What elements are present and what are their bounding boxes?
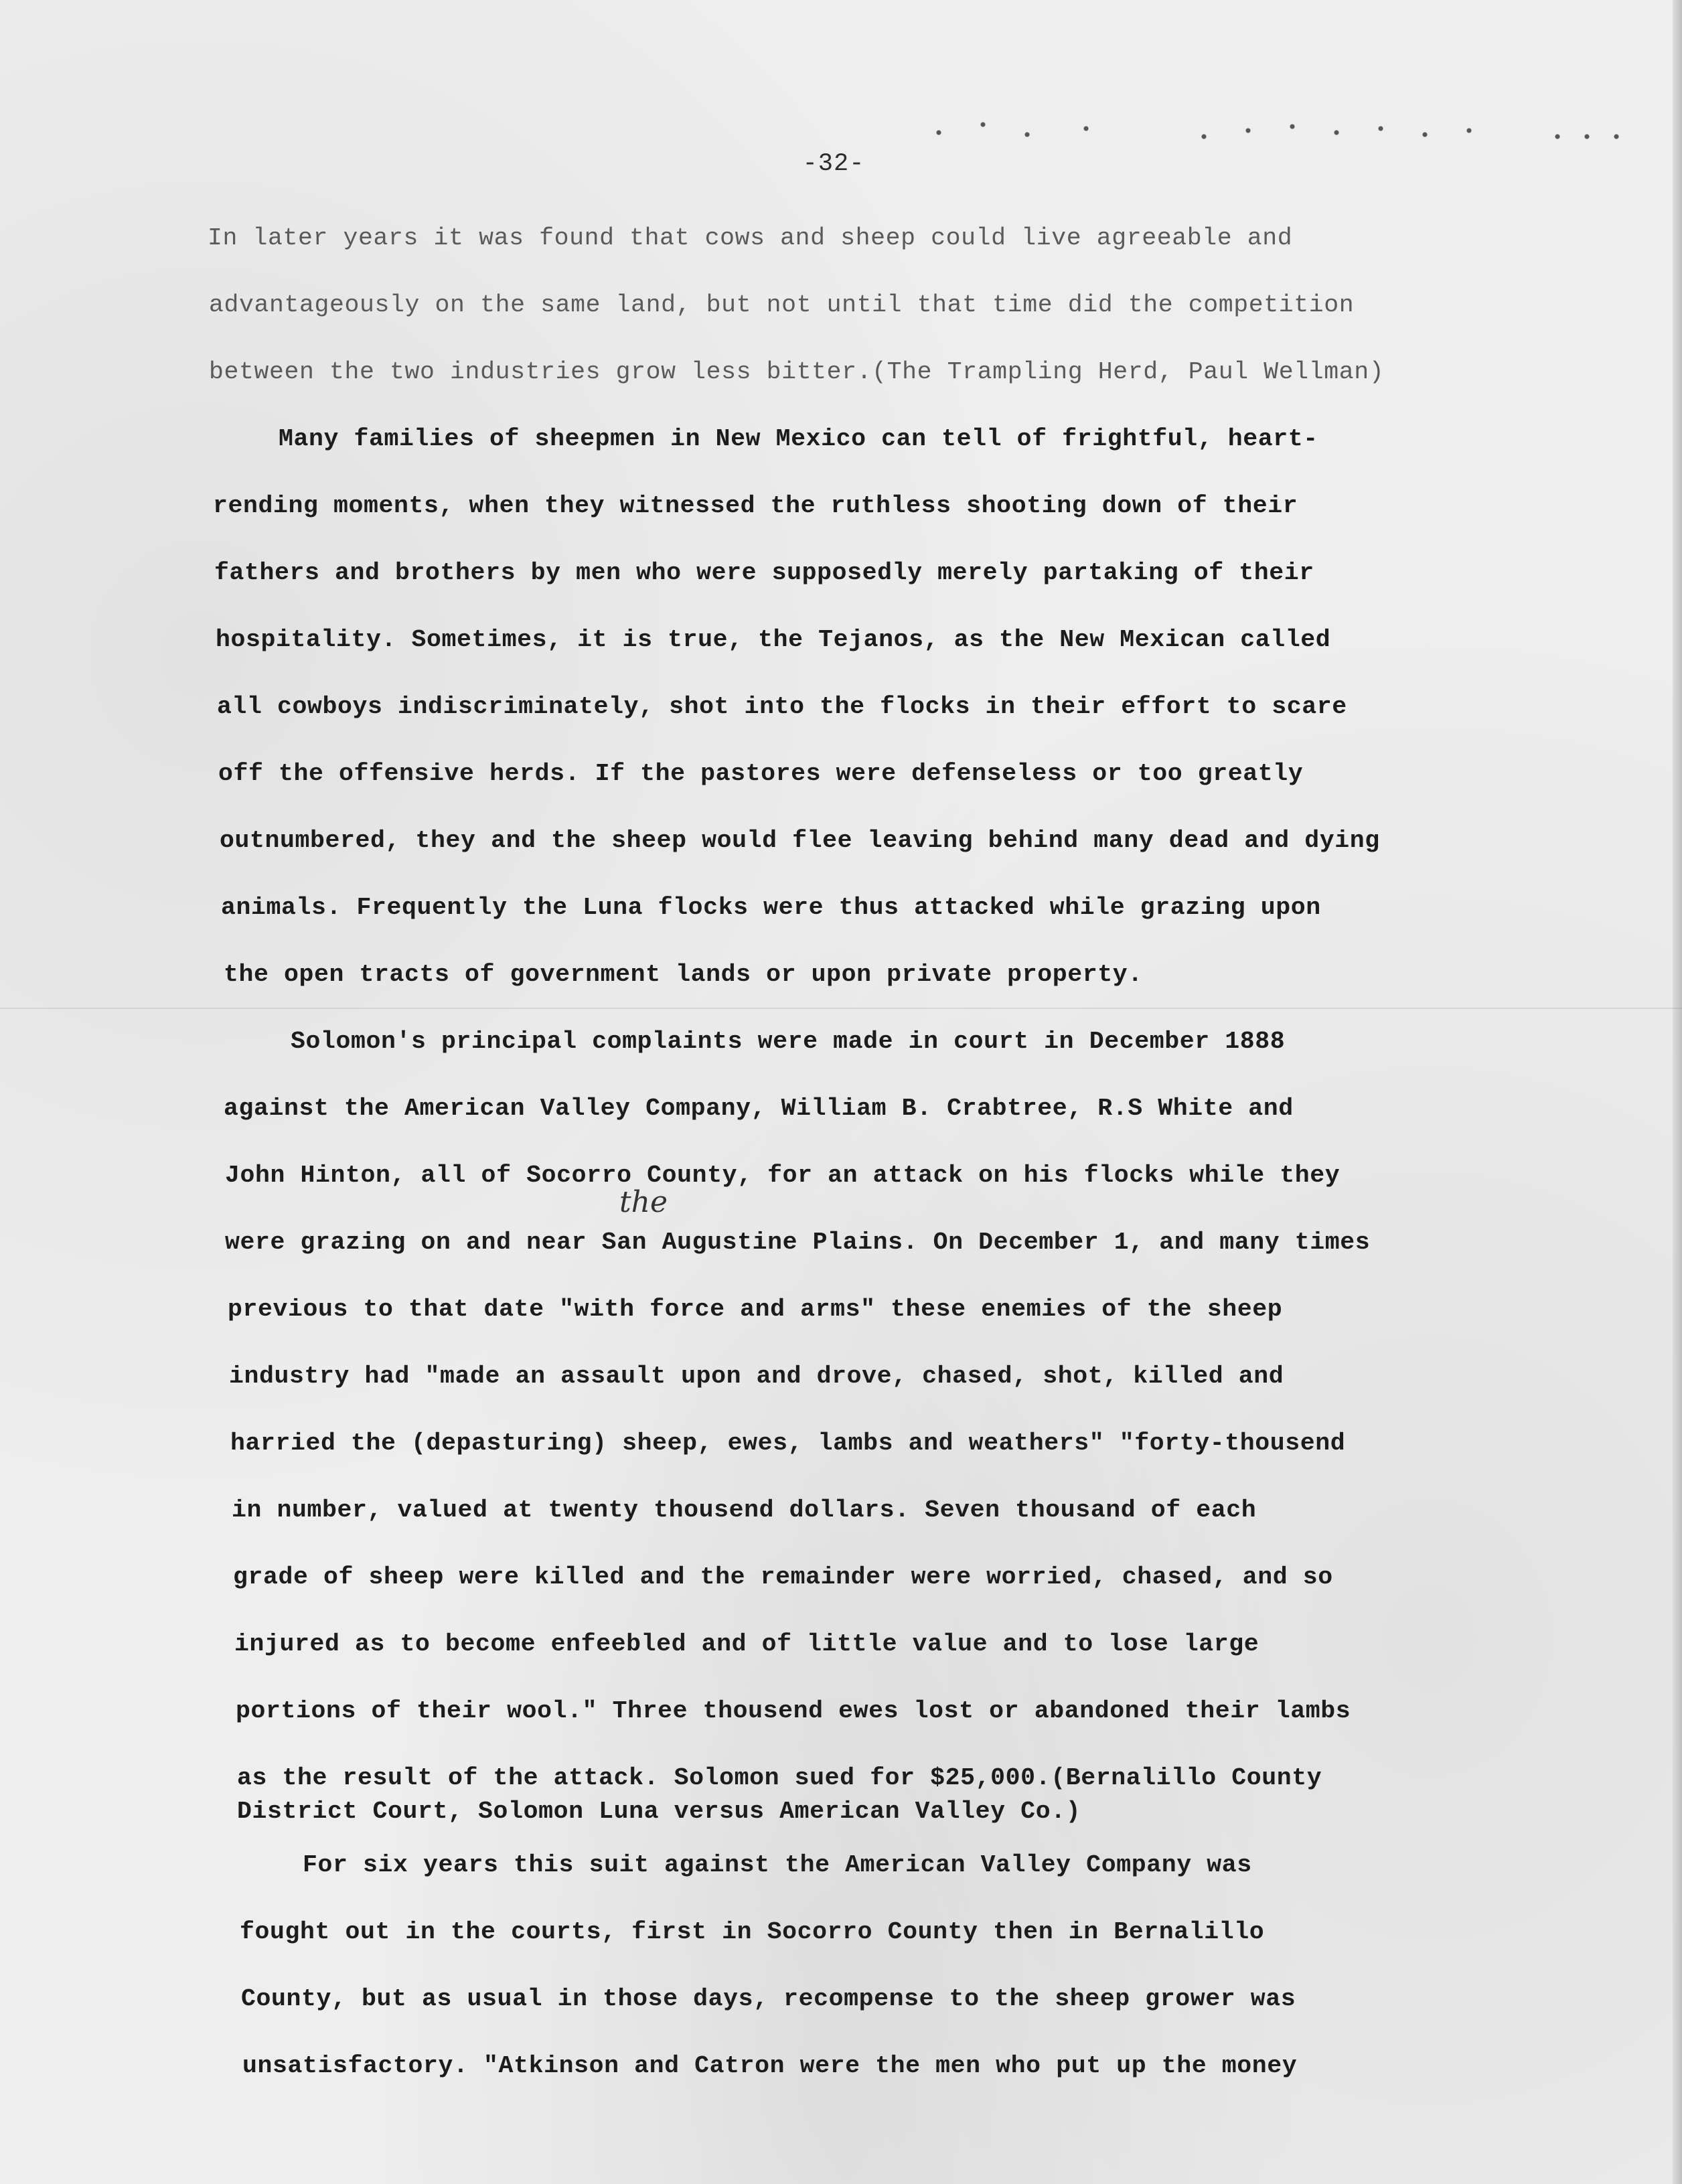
body-line-8: all cowboys indiscriminately, shot into the flocks in their effort to scare	[217, 693, 1347, 720]
page-number: -32-	[802, 150, 865, 178]
body-line-25: District Court, Solomon Luna versus American Valley Co.)	[237, 1798, 1081, 1825]
body-line-5: rending moments, when they witnessed the ruthless shooting down of their	[213, 492, 1298, 520]
body-line-10: outnumbered, they and the sheep would flee leaving behind many dead and dying	[220, 827, 1380, 854]
page-fold-crease	[0, 1008, 1682, 1009]
body-line-13: Solomon's principal complaints were made in court in December 1888	[291, 1028, 1286, 1055]
ink-specks	[924, 112, 1661, 153]
body-line-6: fathers and brothers by men who were supposedly merely partaking of their	[214, 559, 1314, 587]
body-line-4: Many families of sheepmen in New Mexico can tell of frightful, heart-	[279, 425, 1318, 453]
body-line-16: were grazing on and near San Augustine Plains. On December 1, and many times	[225, 1229, 1371, 1256]
handwritten-insertion: the	[619, 1185, 668, 1219]
body-line-28: County, but as usual in those days, recompense to the sheep grower was	[241, 1985, 1296, 2013]
body-line-29: unsatisfactory. "Atkinson and Catron were the men who put up the money	[242, 2052, 1298, 2080]
body-line-9: off the offensive herds. If the pastores were defenseless or too greatly	[218, 760, 1304, 787]
body-line-27: fought out in the courts, first in Socorro County then in Bernalillo	[240, 1918, 1265, 1946]
body-line-26: For six years this suit against the American Valley Company was	[303, 1851, 1252, 1879]
body-line-14: against the American Valley Company, William B. Crabtree, R.S White and	[224, 1095, 1294, 1122]
body-line-18: industry had "made an assault upon and drove, chased, shot, killed and	[229, 1362, 1284, 1390]
body-line-19: harried the (depasturing) sheep, ewes, lambs and weathers" "forty-thousend	[230, 1429, 1346, 1457]
body-line-1: In later years it was found that cows and sheep could live agreeable and	[208, 224, 1293, 252]
body-line-22: injured as to become enfeebled and of little value and to lose large	[234, 1630, 1259, 1658]
body-line-7: hospitality. Sometimes, it is true, the Tejanos, as the New Mexican called	[216, 626, 1331, 653]
body-line-12: the open tracts of government lands or upon private property.	[224, 961, 1143, 988]
body-line-17: previous to that date "with force and arms" these enemies of the sheep	[228, 1296, 1283, 1323]
page-edge-shadow	[1673, 0, 1682, 2184]
body-line-15: John Hinton, all of Socorro County, for an attack on his flocks while they	[225, 1162, 1341, 1189]
body-line-11: animals. Frequently the Luna flocks were thus attacked while grazing upon	[221, 894, 1321, 921]
body-line-24: as the result of the attack. Solomon sued for $25,000.(Bernalillo County	[237, 1764, 1322, 1792]
body-line-3: between the two industries grow less bitter.(The Trampling Herd, Paul Wellman)	[209, 358, 1385, 386]
body-line-2: advantageously on the same land, but not until that time did the competition	[209, 291, 1355, 319]
body-line-23: portions of their wool." Three thousend ewes lost or abandoned their lambs	[236, 1697, 1351, 1725]
body-line-20: in number, valued at twenty thousend dollars. Seven thousand of each	[232, 1496, 1257, 1524]
body-line-21: grade of sheep were killed and the remainder were worried, chased, and so	[233, 1563, 1333, 1591]
